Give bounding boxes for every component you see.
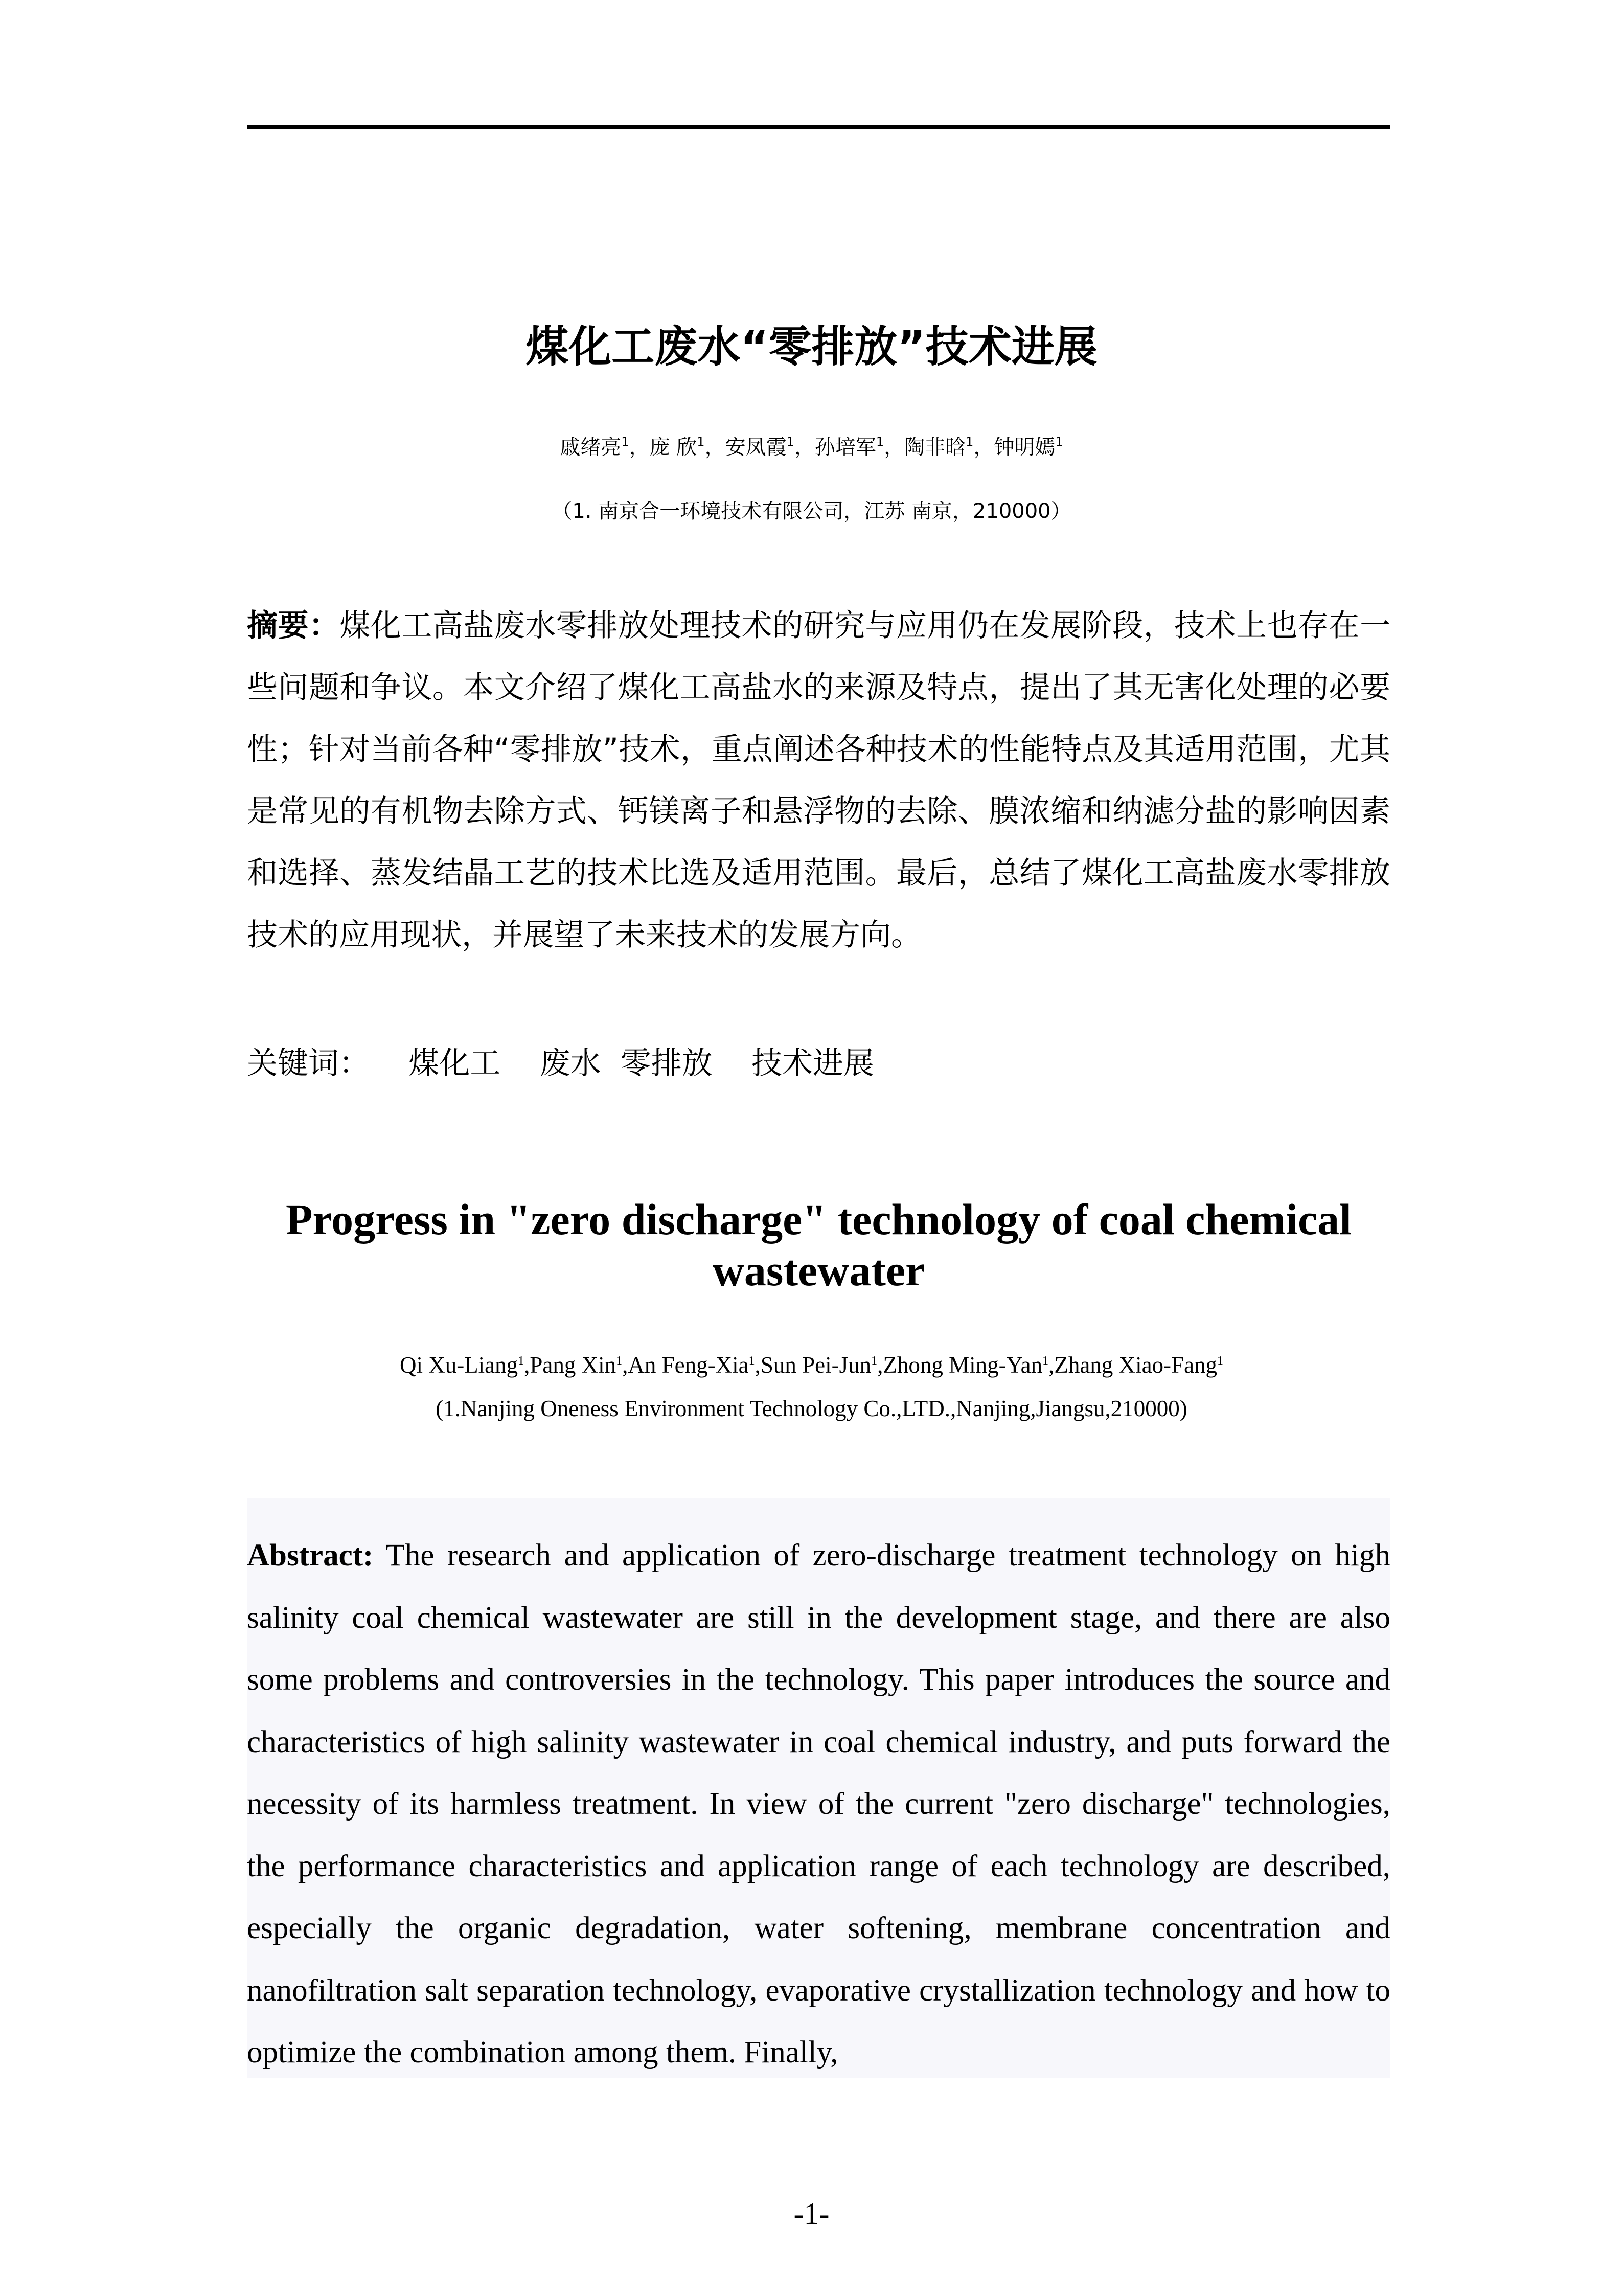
english-affiliation: (1.Nanjing Oneness Environment Technology Co.,LTD.,Nanjing,Jiangsu,210000) (436, 1396, 1187, 1421)
english-author-list: Qi Xu-Liang$^1$,Pang Xin$^1$,An Feng-Xia$^1$,Sun Pei-Jun$^1$,Zhong Ming-Yan$^1$,Zhang Xiao-Fang$^1$ (399, 1352, 1224, 1378)
english-abstract (247, 1525, 1390, 2084)
chinese-affiliation: （1. 南京合一环境技术有限公司，江苏 南京，210000） (552, 499, 1071, 523)
author: 戚绪亮$^1$ (560, 435, 629, 459)
author: Zhong Ming-Yan$^1$ (883, 1352, 1049, 1378)
author: Qi Xu-Liang$^1$ (399, 1352, 524, 1378)
chinese-abstract (247, 595, 1390, 966)
author: 钟明嫣$^1$ (994, 435, 1063, 459)
author: Sun Pei-Jun$^1$ (760, 1352, 878, 1378)
chinese-author-list: 戚绪亮$^1$，庞 欣$^1$，安凤霞$^1$，孙培军$^1$，陶非晗$^1$，钟明嫣$^1$ (560, 435, 1063, 459)
author: 陶非晗$^1$ (904, 435, 974, 459)
english-title: Progress in "zero discharge" technology of coal chemical wastewater (285, 1195, 1352, 1295)
chinese-keywords-label: 关键词： (247, 1045, 370, 1081)
chinese-abstract-label: 摘要： (247, 608, 340, 644)
header-rule (247, 125, 1390, 129)
english-abstract-label: Abstract: (247, 1538, 374, 1573)
author: An Feng-Xia$^1$ (628, 1352, 755, 1378)
english-abstract-text: The research and application of zero-discharge treatment technology on high salinity coal chemical wastewater are still in the development stage, and there are also some problems and controversies in the technology. This paper introduces the source and characteristics of high salinity wastewater in coal chemical industry, and puts forward the necessity of its harmless treatment. In view of the current "zero discharge" technologies, the performance characteristics and application range of each technology are described, especially the organic degradation, water softening, membrane concentration and nanofiltration salt separation technology, evaporative crystallization technology and how to optimize the combination among them. Finally, (247, 1538, 1390, 2070)
chinese-keywords (247, 1033, 1390, 1094)
author: 孙培军$^1$ (814, 435, 884, 459)
author: 安凤霞$^1$ (725, 435, 794, 459)
author: Pang Xin$^1$ (530, 1352, 623, 1378)
author: 庞 欣$^1$ (649, 435, 705, 459)
author: Zhang Xiao-Fang$^1$ (1054, 1352, 1224, 1378)
chinese-title: 煤化工废水“零排放”技术进展 (525, 322, 1098, 372)
chinese-keywords-list: 煤化工 废水 零排放 技术进展 (370, 1045, 875, 1081)
chinese-abstract-text: 煤化工高盐废水零排放处理技术的研究与应用仍在发展阶段，技术上也存在一些问题和争议。本文介绍了煤化工高盐水的来源及特点，提出了其无害化处理的必要性；针对当前各种“零排放”技术，重点阐述各种技术的性能特点及其适用范围，尤其是常见的有机物去除方式、钙镁离子和悬浮物的去除、膜浓缩和纳滤分盐的影响因素和选择、蒸发结晶工艺的技术比选及适用范围。最后，总结了煤化工高盐废水零排放技术的应用现状，并展望了未来技术的发展方向。 (247, 608, 1391, 953)
page-number: -1- (793, 2197, 830, 2231)
